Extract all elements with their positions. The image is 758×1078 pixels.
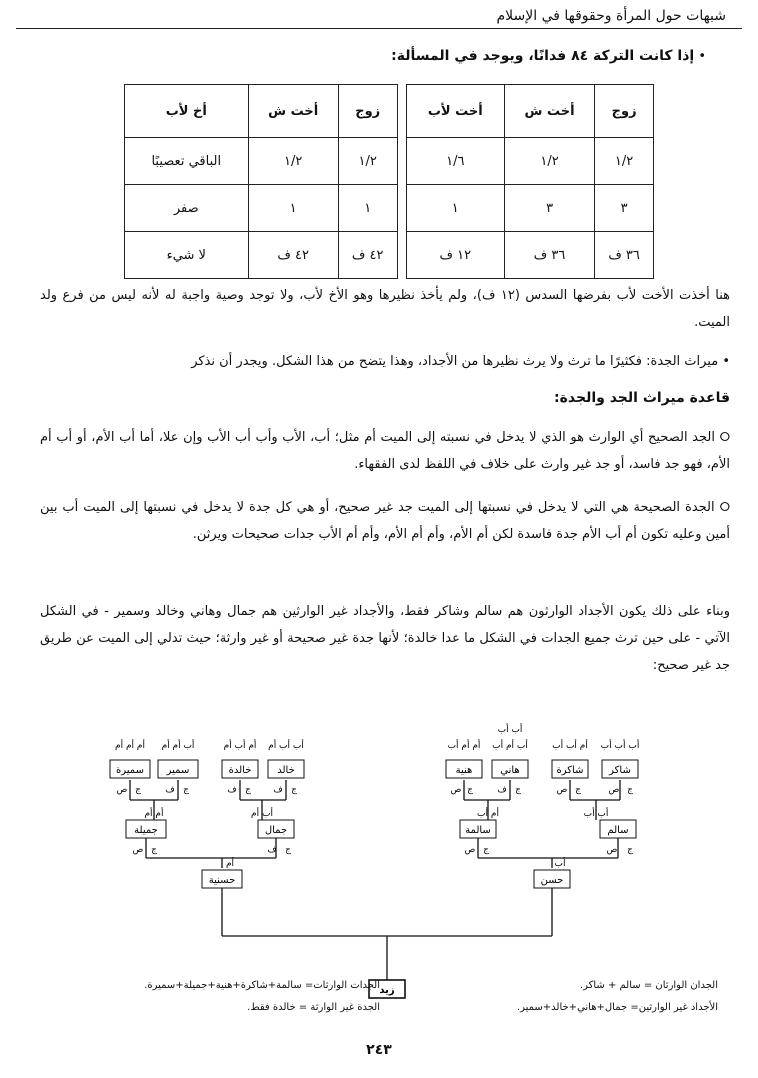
table-header-cell: أخ لأب [125,85,249,138]
rule-item-2 [40,494,730,548]
rule-item-1 [40,424,730,478]
table-row [125,185,654,232]
jadd-mark: ج [575,785,581,795]
lineage-label: أب أب أم [268,741,304,751]
mother-label: أم [225,859,235,869]
table-cell: ٣٦ ف [595,232,654,279]
saheeh-mark: ص [608,785,620,795]
table-header-cell: أخت لأب [406,85,504,138]
bullet-2-text: ميراث الجدة: فكثيرًا ما ترث ولا يرث نظيرها من الأجداد، وهذا يتضح من هذا الشكل. ويجدر أن نذكر [191,354,719,369]
lineage-label: أم أم أم [115,741,145,751]
page-number: ٢٤٣ [366,1042,392,1058]
intro-text: إذا كانت التركة ٨٤ فدانًا، ويوجد في المسألة: [391,48,695,64]
lineage-label: أب أم أب [492,741,528,751]
running-title: شبهات حول المرأة وحقوقها في الإسلام [493,8,731,24]
lineage-label: أب أم أم [161,741,195,751]
table-cell: ١/٢ [595,138,654,185]
saheeh-mark: ص [464,845,476,855]
bullet-icon: • [698,49,706,64]
table-cell: ١ [248,185,338,232]
fasid-mark: ف [267,845,277,855]
heirs-notes-right [418,975,718,1019]
table-cell: ١/٢ [248,138,338,185]
saheeh-mark: ص [606,845,618,855]
note-heir-grandfathers: الجدان الوارثان = سالم + شاكر. [579,980,718,991]
table-cell: ٣ [504,185,594,232]
paternal-grandfather: سالم [607,825,629,836]
table-cell: ١ [406,185,504,232]
table-header-cell: زوج [338,85,397,138]
lineage-label: أم أب أب [552,741,588,751]
maternal-grandfather: جمال [264,825,288,836]
table-cell: لا شيء [125,232,249,279]
note-heir-grandmothers: الجدات الوارثات= سالمة+شاكرة+هنية+جميلة+سميرة. [144,980,380,991]
paternal-grandmother: سالمة [465,825,491,836]
note-nonheir-grandfathers: الأجداد غير الوارثين= جمال+هاني+خالد+سمير. [516,1002,718,1013]
lineage-label: أب أب [497,725,523,735]
table-cell: ٤٢ ف [338,232,397,279]
heirs-notes-left [90,975,380,1019]
fasid-mark: ف [273,785,283,795]
table-header-cell: زوج [595,85,654,138]
lineage-label: أم أب [477,809,499,819]
jadd-mark: ج [291,785,297,795]
table-cell: صفر [125,185,249,232]
rule-heading: قاعدة ميراث الجد والجدة: [554,390,730,406]
inheritance-table [124,84,654,279]
table-cell: ١/٢ [504,138,594,185]
table-gap [397,85,406,138]
grandparent-name: خالدة [228,765,252,776]
saheeh-mark: ص [116,785,128,795]
grandparent-name: شاكر [609,765,631,776]
father-name: حسن [540,875,564,886]
paragraph-1: هنا أخذت الأخت لأب بفرضها السدس (١٢ ف)، ولم يأخذ نظيرها وهو الأخ لأب، ولا توجد وصية واجبة له لأنه ليس من فرع ولد الميت. [40,288,730,330]
jadd-mark: ج [135,785,141,795]
fasid-mark: ف [227,785,237,795]
saheeh-mark: ص [450,785,462,795]
father-label: أب [554,859,566,869]
table-header-cell: أخت ش [504,85,594,138]
jadd-mark: ج [183,785,189,795]
lineage-label: أب أم [251,809,273,819]
jadd-mark: ج [285,845,291,855]
rule-item-1-text: الجد الصحيح أي الوارث هو الذي لا يدخل في نسبته إلى الميت أم مثل؛ أب، الأب وأب أب الأب وإن علا، أما أب الأم، أو أب أم الأم، فهو جد فاسد، أو جد غير وارث على خلاف في اللفظ لدى الفقهاء. [40,430,730,472]
grandparent-name: خالد [277,765,295,776]
circle-bullet-icon: ⭘ [714,500,730,515]
note-nonheir-grandmother: الجدة غير الوارثة = خالدة فقط. [247,1002,380,1013]
table-header-row [125,85,654,138]
jadd-mark: ج [515,785,521,795]
lineage-label: أب أب أب [600,741,640,751]
lineage-label: أم أم أب [447,741,481,751]
rule-item-2-text: الجدة الصحيحة هي التي لا يدخل في نسبتها إلى الميت جد غير صحيح، أو هي كل جدة لا يدخل في نسبتها إلى الميت أب بين أمين وعليه تكون أم أب الأم جدة فاسدة لكن أم الأم، وأم أم الأم، وأم أم الأب جدات صحيحات ويرثن. [40,500,730,542]
bullet-icon: • [722,354,730,369]
lineage-label: أم أب أم [223,741,257,751]
saheeh-mark: ص [132,845,144,855]
grandparent-name: شاكرة [556,765,584,776]
table-cell: ١٢ ف [406,232,504,279]
header-rule [16,28,742,29]
lineage-label: أب أب [583,809,609,819]
table-cell: ٣٦ ف [504,232,594,279]
maternal-grandmother: جميلة [134,825,158,836]
jadd-mark: ج [627,785,633,795]
table-gap [397,138,406,185]
fasid-mark: ف [165,785,175,795]
intro-line [40,48,706,64]
grandparent-name: هاني [500,765,520,776]
table-row [125,138,654,185]
jadd-mark: ج [245,785,251,795]
grandparent-name: سميرة [116,765,144,776]
table-row [125,232,654,279]
table-header-cell: أخت ش [248,85,338,138]
table-cell: ١ [338,185,397,232]
table-cell: الباقي تعصيبًا [125,138,249,185]
table-cell: ٤٢ ف [248,232,338,279]
table-gap [397,185,406,232]
lineage-label: أم أم [144,809,164,819]
grandparent-name: سمير [166,765,190,776]
table-cell: ١/٢ [338,138,397,185]
fasid-mark: ف [497,785,507,795]
saheeh-mark: ص [556,785,568,795]
paragraph-3: وبناء على ذلك يكون الأجداد الوارثون هم سالم وشاكر فقط، والأجداد غير الوارثين هم جمال وهاني وخالد وسمير - في الشكل الآتي - على حين ترث جميع الجدات في الشكل ما عدا خالدة؛ لأنها جدة غير صحيحة أو غير وارثة؛ حيث تدلي إلى الميت عن طريق جد غير صحيح: [40,604,730,673]
mother-name: حسنية [208,875,236,886]
circle-bullet-icon: ⭘ [714,430,730,445]
grandparent-name: هنية [455,765,473,776]
table-cell: ١/٦ [406,138,504,185]
table-cell: ٣ [595,185,654,232]
bullet-paragraph-2 [40,348,730,375]
jadd-mark: ج [627,845,633,855]
jadd-mark: ج [483,845,489,855]
jadd-mark: ج [467,785,473,795]
table-gap [397,232,406,279]
page-header [16,8,742,32]
deceased-name: زيد [379,985,395,996]
jadd-mark: ج [151,845,157,855]
